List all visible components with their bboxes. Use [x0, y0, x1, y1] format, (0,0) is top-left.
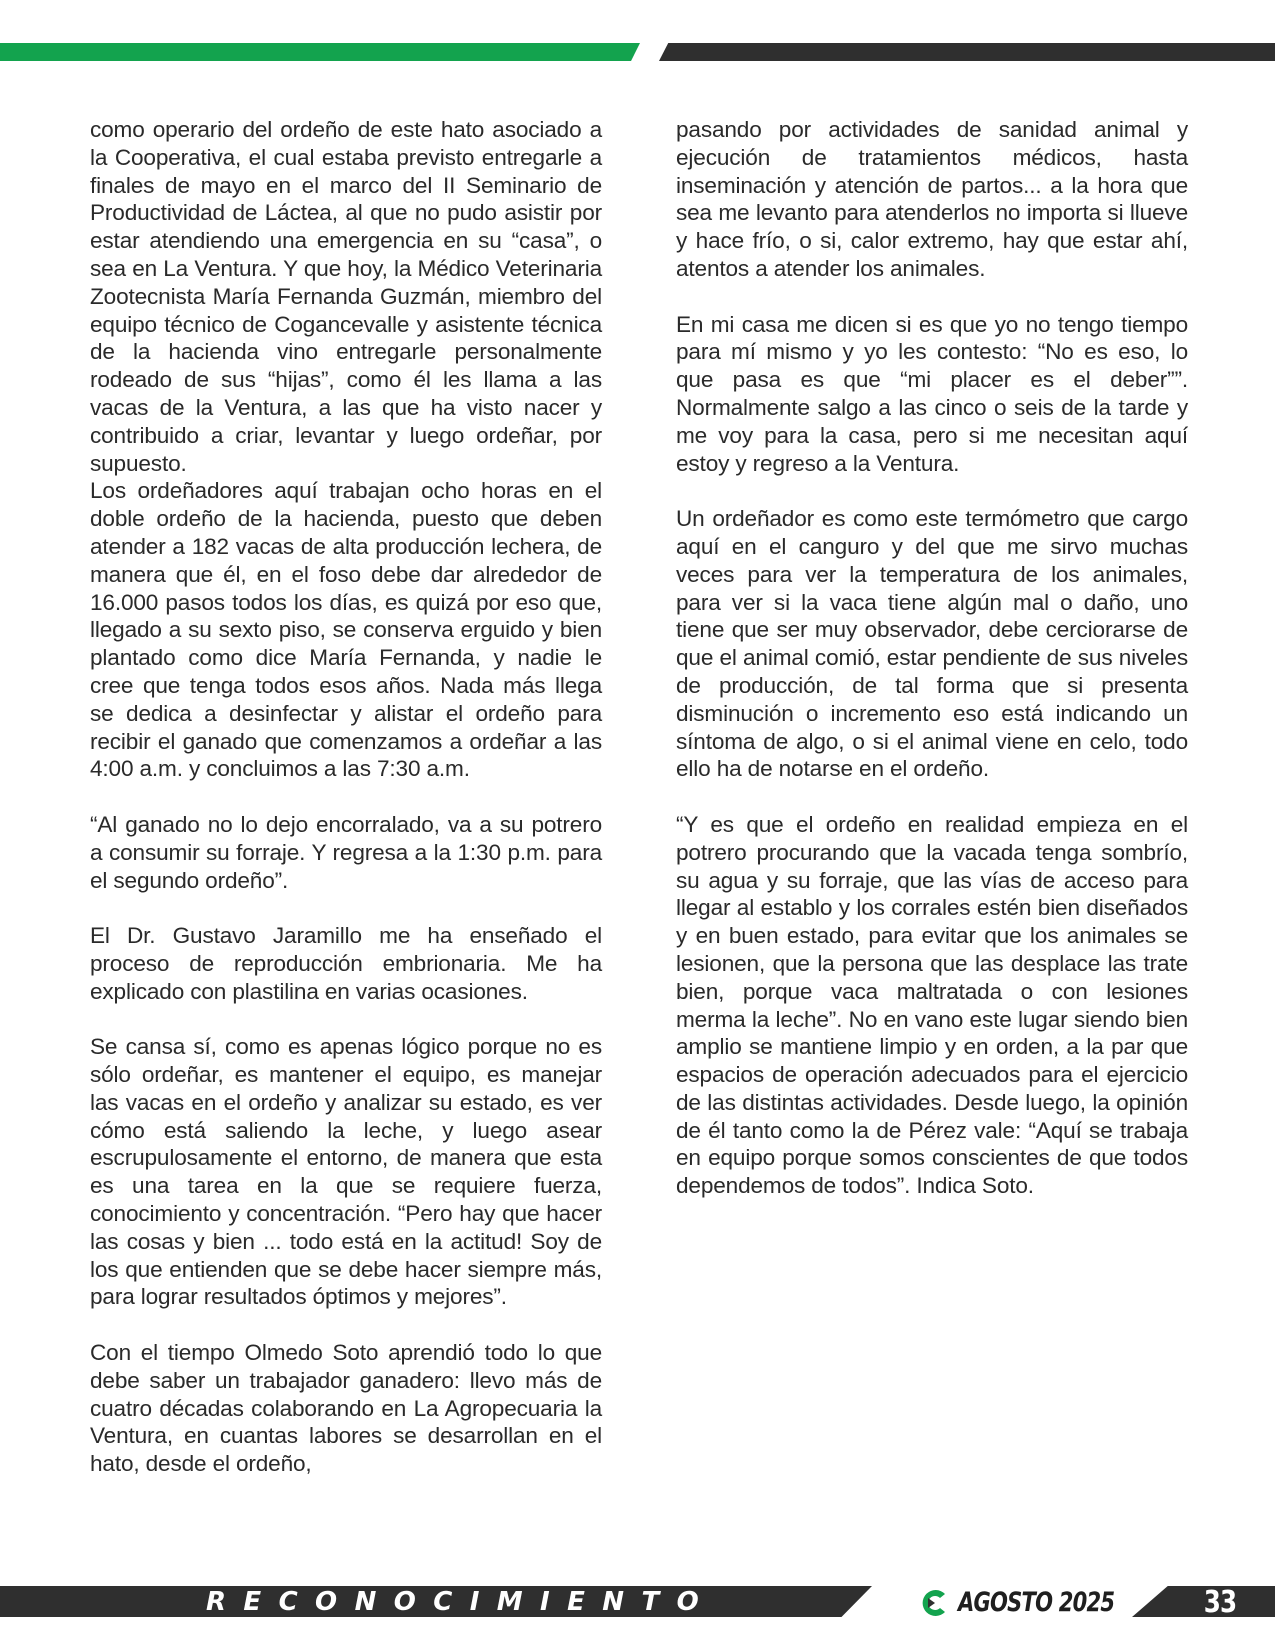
cogancevalle-logo-icon — [916, 1587, 950, 1619]
article-paragraph: Con el tiempo Olmedo Soto aprendió todo lo que debe saber un trabajador ganadero: llevo más de cuatro décadas colaborando en La Agropecuaria la Ventura, en cuantas labores se desarrollan en el hato, desde el ordeño, — [90, 1340, 602, 1477]
article-column-right — [676, 116, 1188, 1228]
article-paragraph: Se cansa sí, como es apenas lógico porque no es sólo ordeñar, es mantener el equipo, es manejar las vacas en el ordeño y analizar su estado, es ver cómo está saliendo la leche, y luego asear escrupulosamente el entorno, de manera que esta es una tarea en la que se requiere fuerza, conocimiento y concentración. “Pero hay que hacer las cosas y bien ... todo está en la actitud! Soy de los que entienden que se debe hacer siempre más, para lograr resultados óptimos y mejores”. — [90, 1034, 602, 1310]
article-paragraph: En mi casa me dicen si es que yo no tengo tiempo para mí mismo y yo les contesto: “No es eso, lo que pasa es que “mi placer es el deber””. Normalmente salgo a las cinco o seis de la tarde y me voy para la casa, pero si me necesitan aquí estoy y regreso a la Ventura. — [676, 311, 1188, 476]
article-paragraph: “Y es que el ordeño en realidad empieza en el potrero procurando que la vacada tenga sombrío, su agua y su forraje, que las vías de acceso para llegar al establo y los corrales estén bien diseñados y en buen estado, para evitar que los animales se lesionen, que la persona que las desplace las trate bien, porque vaca maltratada o con lesiones merma la leche”. No en vano este lugar siendo bien amplio se mantiene limpio y en orden, a la par que espacios de operación adecuados para el ejercicio de las distintas actividades. Desde luego, la opinión de él tanto como la de Pérez vale: “Aquí se trabaja en equipo porque somos conscientes de que todos dependemos de todos”. Indica Soto. — [676, 811, 1188, 1199]
article-paragraph: El Dr. Gustavo Jaramillo me ha enseñado el proceso de reproducción embrionaria. Me ha explicado con plastilina en varias ocasiones. — [90, 923, 602, 1004]
article-column-left — [90, 116, 602, 1506]
issue-date: AGOSTO 2025 — [958, 1587, 1115, 1618]
footer-section-title: RECONOCIMIENTO — [206, 1587, 717, 1617]
article-paragraph: Un ordeñador es como este termómetro que cargo aquí en el canguro y del que me sirvo muchas veces para ver la temperatura de los animales, para ver si la vaca tiene algún mal o daño, uno tiene que ser muy observador, debe cerciorarse de que el animal comió, estar pendiente de sus niveles de producción, de tal forma que si presenta disminución o incremento eso está indicando un síntoma de algo, o si el animal viene en celo, todo ello ha de notarse en el ordeño. — [676, 506, 1188, 782]
top-accent-bar-dark — [659, 43, 1275, 61]
article-paragraph: como operario del ordeño de este hato asociado a la Cooperativa, el cual estaba previsto entregarle a finales de mayo en el marco del II Seminario de Productividad de Láctea, al que no pudo asistir por estar atendiendo una emergencia en su “casa”, o sea en La Ventura. Y que hoy, la Médico Veterinaria Zootecnista María Fernanda Guzmán, miembro del equipo técnico de Cogancevalle y asistente técnica de la hacienda vino entregarle personalmente rodeado de sus “hijas”, como él les llama a las vacas de la Ventura, a las que ha visto nacer y contribuido a criar, levantar y luego ordeñar, por supuesto. — [90, 117, 602, 476]
article-paragraph: Los ordeñadores aquí trabajan ocho horas en el doble ordeño de la hacienda, puesto que deben atender a 182 vacas de alta producción lechera, de manera que él, en el foso debe dar alrededor de 16.000 pasos todos los días, es quizá por eso que, llegado a su sexto piso, se conserva erguido y bien plantado como dice María Fernanda, y nadie le cree que tenga todos esos años. Nada más llega se dedica a desinfectar y alistar el ordeño para recibir el ganado que comenzamos a ordeñar a las 4:00 a.m. y concluimos a las 7:30 a.m. — [90, 478, 602, 782]
top-accent-bar-green — [0, 43, 640, 61]
article-paragraph: pasando por actividades de sanidad animal y ejecución de tratamientos médicos, hasta inseminación y atención de partos... a la hora que sea me levanto para atenderlos no importa si llueve y hace frío, o si, calor extremo, hay que estar ahí, atentos a atender los animales. — [676, 117, 1188, 281]
page-number: 33 — [1203, 1585, 1237, 1620]
article-paragraph: “Al ganado no lo dejo encorralado, va a su potrero a consumir su forraje. Y regresa a la 1:30 p.m. para el segundo ordeño”. — [90, 811, 602, 893]
